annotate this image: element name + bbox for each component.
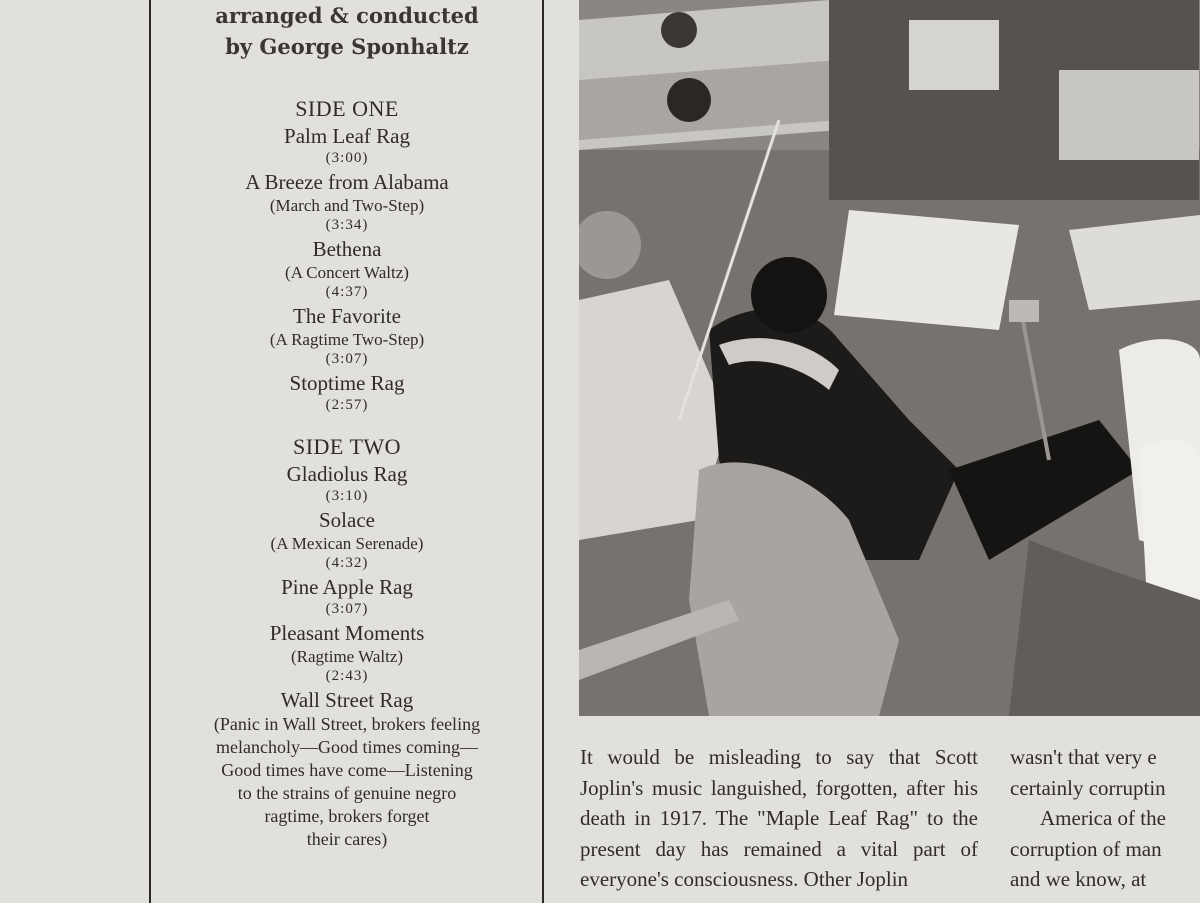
track-duration: (4:32)	[325, 555, 369, 571]
liner-notes-line: and we know, at	[1010, 867, 1147, 891]
track-description-line: (Panic in Wall Street, brokers feeling	[213, 714, 481, 734]
liner-notes-line: corruption of man	[1010, 836, 1162, 861]
liner-notes-right-column	[1010, 742, 1200, 895]
track-item	[152, 371, 542, 414]
track-title: Palm Leaf Rag	[284, 124, 410, 148]
track-item	[152, 621, 542, 685]
track-duration: (3:07)	[325, 351, 369, 367]
track-duration: (2:43)	[325, 668, 369, 684]
side-one-heading: SIDE ONE	[295, 96, 399, 121]
track-title: Stoptime Rag	[289, 371, 405, 395]
track-item	[152, 508, 542, 572]
track-title: Bethena	[312, 237, 382, 261]
track-description-line: their cares)	[306, 829, 388, 849]
track-title: Pleasant Moments	[269, 621, 425, 645]
track-item	[152, 575, 542, 618]
track-title: Solace	[319, 508, 375, 532]
credits-line-arranged: arranged & conducted	[215, 3, 479, 28]
track-duration: (3:34)	[325, 217, 369, 233]
track-subtitle: (A Mexican Serenade)	[270, 534, 424, 553]
track-title: A Breeze from Alabama	[245, 170, 449, 194]
track-duration: (3:07)	[325, 601, 369, 617]
track-duration: (4:37)	[325, 284, 369, 300]
track-duration: (3:00)	[325, 150, 369, 166]
track-description-line: Good times have come—Listening	[221, 760, 473, 780]
credits-block	[152, 0, 542, 62]
track-subtitle: (A Concert Waltz)	[285, 263, 409, 282]
track-description-line: ragtime, brokers forget	[264, 806, 430, 826]
liner-notes-line: wasn't that very e	[1010, 745, 1157, 769]
track-title: Gladiolus Rag	[286, 462, 408, 486]
right-column-rule	[542, 0, 544, 903]
recording-session-photo	[579, 0, 1200, 716]
track-description-line: to the strains of genuine negro	[237, 783, 457, 803]
liner-notes-line: America of the	[1040, 806, 1166, 830]
track-item	[152, 688, 542, 851]
liner-notes-left-column	[580, 742, 978, 895]
liner-notes-text	[580, 742, 1200, 903]
track-item	[152, 237, 542, 301]
track-item	[152, 124, 542, 167]
side-two-heading: SIDE TWO	[292, 434, 402, 459]
tracklist	[152, 94, 542, 854]
liner-notes-line: certainly corruptin	[1010, 775, 1166, 800]
track-title: Wall Street Rag	[280, 688, 414, 712]
track-item	[152, 462, 542, 505]
track-subtitle: (Ragtime Waltz)	[290, 647, 404, 666]
track-duration: (2:57)	[325, 397, 369, 413]
track-title: Pine Apple Rag	[281, 575, 413, 599]
track-subtitle: (March and Two-Step)	[269, 196, 425, 215]
track-description-line: melancholy—Good times coming—	[216, 737, 478, 757]
left-column-rule	[149, 0, 151, 903]
liner-notes-paragraph: It would be misleading to say that Scott Joplin's music languished, forgotten, after his death in 1917. The "Maple Leaf Rag" to the present day has remained a vital part of everyone's consciousness. Other Joplin	[580, 745, 978, 891]
track-item	[152, 170, 542, 234]
track-duration: (3:10)	[325, 488, 369, 504]
track-subtitle: (A Ragtime Two-Step)	[269, 330, 425, 349]
track-item	[152, 304, 542, 368]
credits-line-conductor: by George Sponhaltz	[225, 34, 469, 59]
track-title: The Favorite	[293, 304, 401, 328]
